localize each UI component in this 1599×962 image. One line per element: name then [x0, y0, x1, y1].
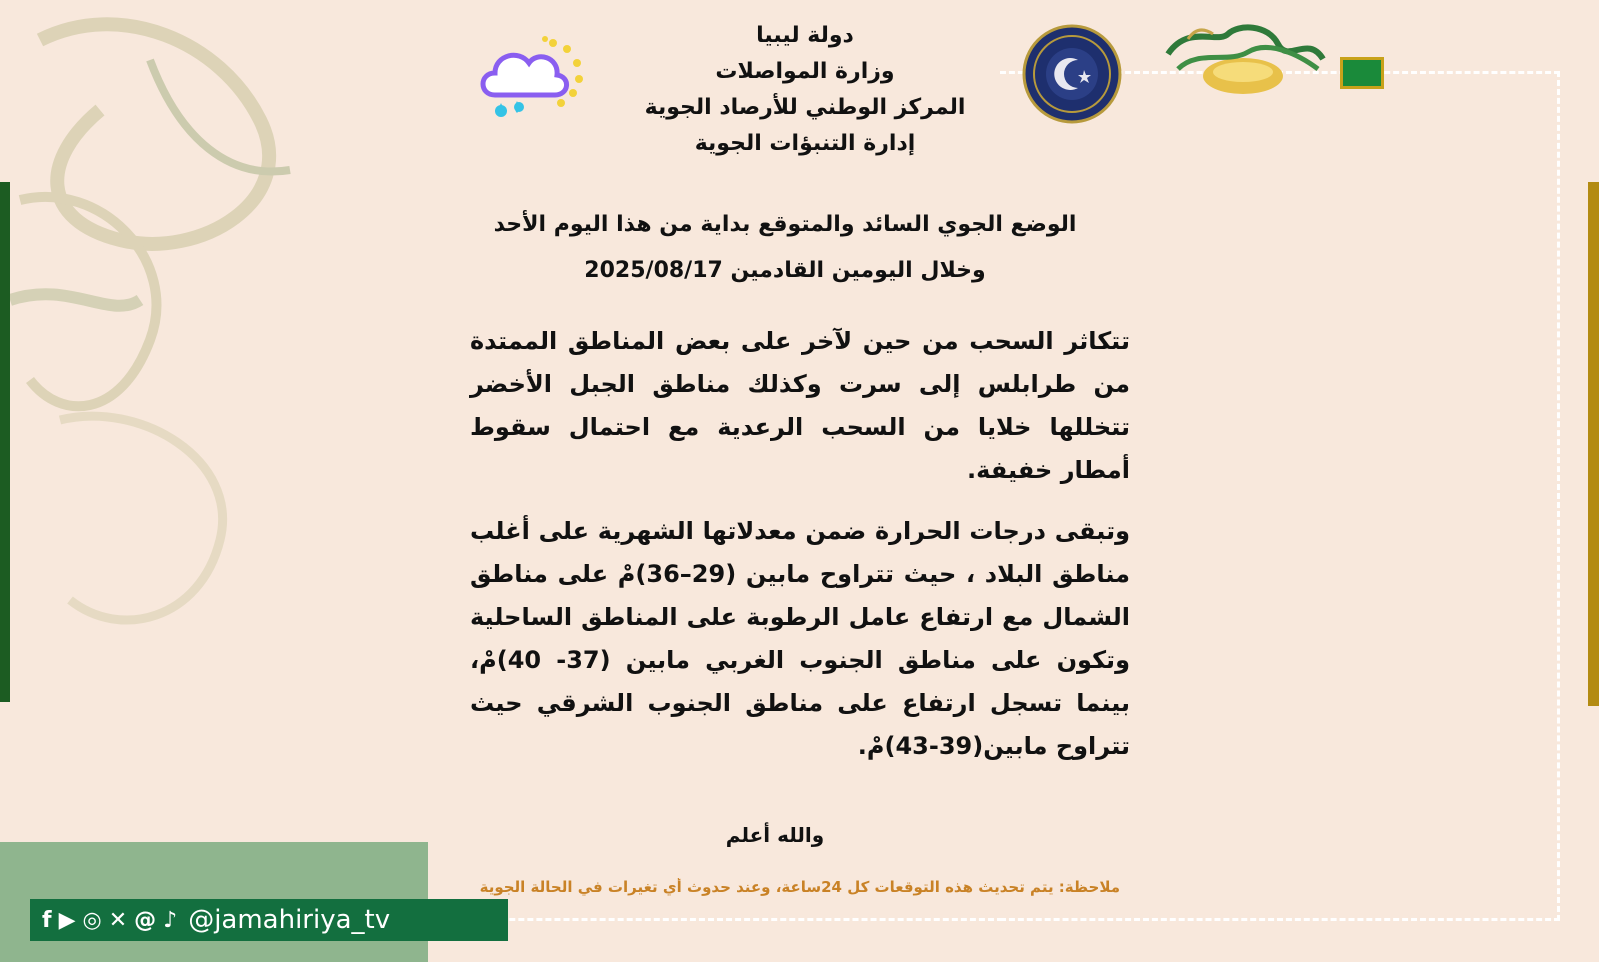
threads-icon[interactable]: @ [134, 907, 157, 933]
department-name: إدارة التنبؤات الجوية [694, 131, 916, 156]
title-line-2: 2025/08/17 وخلال اليومين القادمين [584, 258, 986, 283]
organization-header [640, 18, 970, 162]
title-line-1: الوضع الجوي السائد والمتوقع بداية من هذا اليوم الأحد [493, 212, 1077, 237]
calligraphy-decoration [0, 0, 320, 680]
youtube-icon[interactable]: ▶ [58, 907, 76, 933]
center-name: المركز الوطني للأرصاد الجوية [644, 95, 966, 120]
libya-emblem-icon [1022, 24, 1122, 124]
ministry-name: وزارة المواصلات [715, 59, 895, 84]
tiktok-icon[interactable]: ♪ [163, 907, 178, 933]
weather-rain-cloud-icon [475, 33, 595, 123]
forecast-body [470, 320, 1130, 786]
social-handle[interactable]: @jamahiriya_tv [188, 905, 391, 935]
country-name: دولة ليبيا [756, 23, 854, 48]
instagram-icon[interactable]: ◎ [82, 907, 102, 933]
dashed-frame-bottom [428, 918, 1003, 921]
flag-badge [1340, 57, 1384, 89]
channel-logo-icon [1158, 14, 1328, 96]
bulletin-title [470, 202, 1100, 294]
social-media-bar [30, 899, 508, 941]
update-note: ملاحظة: يتم تحديث هذه التوقعات كل 24ساعة، وعند حدوث أي تغيرات في الحالة الجوية [479, 878, 1120, 896]
x-icon[interactable]: ✕ [108, 907, 128, 933]
forecast-paragraph-temperature: وتبقى درجات الحرارة ضمن معدلاتها الشهرية على أغلب مناطق البلاد ، حيث تتراوح مابين (29–36)مْ على مناطق الشمال مع ارتفاع عامل الرطوبة على المناطق الساحلية وتكون على مناطق الجنوب الغربي مابين (37- 40)مْ، بينما تسجل ارتفاع على مناطق الجنوب الشرقي حيث تتراوح مابين(39-43)مْ. [470, 517, 1130, 760]
forecast-paragraph-clouds: تتكاثر السحب من حين لآخر على بعض المناطق الممتدة من طرابلس إلى سرت وكذلك مناطق الجبل الأخضر تتخللها خلايا من السحب الرعدية مع احتمال سقوط أمطار خفيفة. [470, 327, 1130, 484]
closing-phrase: والله أعلم [725, 823, 825, 847]
left-accent-bar [0, 182, 10, 702]
facebook-icon[interactable]: f [42, 907, 52, 933]
right-accent-bar [1588, 182, 1599, 706]
